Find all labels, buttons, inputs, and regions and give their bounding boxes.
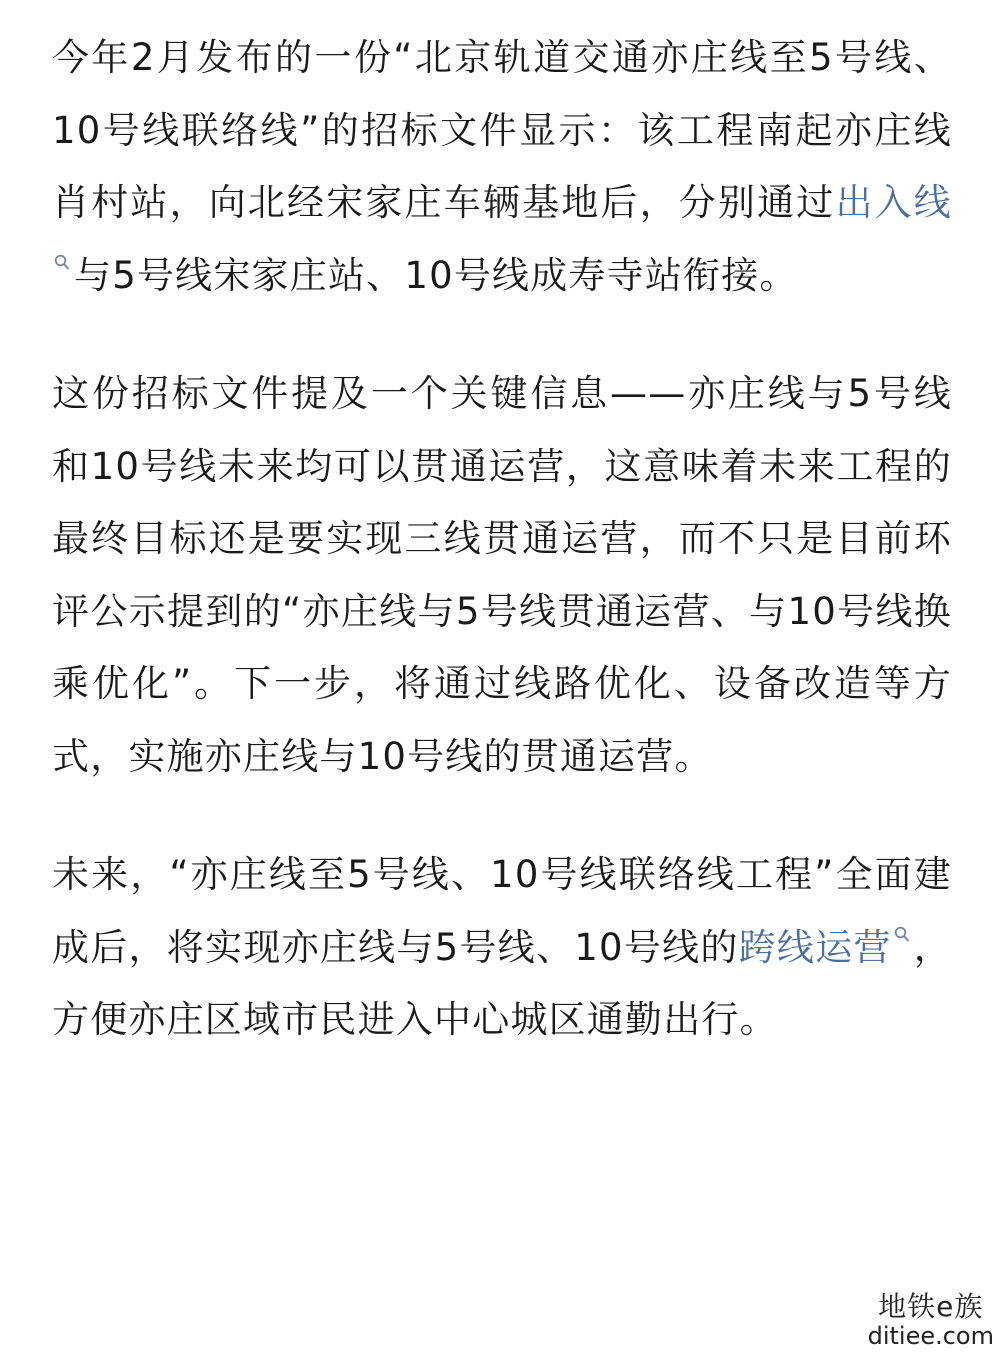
article-body (52, 22, 952, 1057)
paragraph-3 (52, 839, 952, 1057)
paragraph-2: 这份招标文件提及一个关键信息——亦庄线与5号线和10号线未来均可以贯通运营，这意味着未来工程的最终目标还是要实现三线贯通运营，而不只是目前环评公示提到的“亦庄线与5号线贯通运营、与10号线换乘优化”。下一步，将通过线路优化、设备改造等方式，实施亦庄线与10号线的贯通运营。 (52, 372, 952, 778)
paragraph-1-text-before: 今年2月发布的一份“北京轨道交通亦庄线至5号线、10号线联络线”的招标文件显示：该工程南起亦庄线肖村站，向北经宋家庄车辆基地后，分别通过 (52, 36, 952, 224)
watermark-url: ditiee.com (867, 1322, 994, 1351)
paragraph-3-text-after: ，方便亦庄区域市民进入中心城区通勤出行。 (52, 925, 953, 1041)
watermark-name: 地铁e族 (878, 1290, 984, 1324)
link-churuxian[interactable]: 出入线 (835, 181, 952, 224)
search-icon[interactable] (894, 926, 910, 946)
paragraph-1 (52, 22, 952, 312)
paragraph-1-text-after: 与5号线宋家庄站、10号线成寿寺站衔接。 (74, 253, 798, 297)
paragraph-3-text-before: 未来，“亦庄线至5号线、10号线联络线工程”全面建成后，将实现亦庄线与5号线、10号线的 (52, 853, 952, 969)
watermark-logo (868, 1291, 994, 1351)
link-kuaxian-yunying[interactable]: 跨线运营 (738, 925, 892, 969)
search-icon[interactable] (54, 254, 70, 274)
